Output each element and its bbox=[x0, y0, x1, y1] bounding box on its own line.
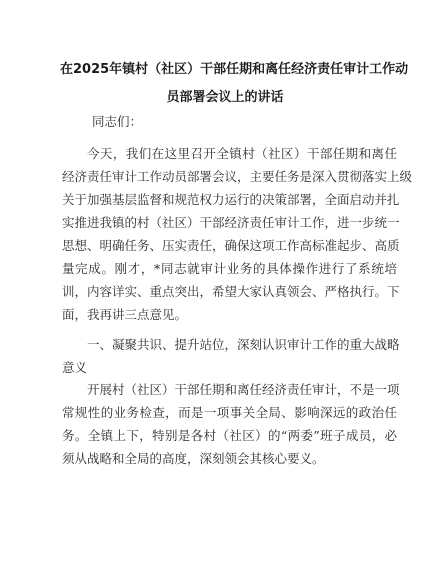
paragraph-section-1 bbox=[62, 378, 400, 470]
section-heading-1 bbox=[62, 333, 400, 379]
paragraph-line: 今天，我们在这里召开全镇村（社区）干部任期和离任 bbox=[87, 146, 397, 161]
heading-line: 意义 bbox=[62, 360, 88, 375]
paragraph-line: 实推进我镇的村（社区）干部经济责任审计工作，进一步统一 bbox=[62, 215, 400, 230]
paragraph-line: 务。全镇上下，特别是各村（社区）的“两委”班子成员，必 bbox=[62, 428, 397, 443]
paragraph-opening bbox=[62, 142, 413, 326]
title-line-1: 在2025年镇村（社区）干部任期和离任经济责任审计工作动 bbox=[60, 62, 409, 77]
paragraph-line: 须从战略和全局的高度，深刻领会其核心要义。 bbox=[62, 451, 325, 466]
heading-line: 一、凝聚共识、提升站位，深刻认识审计工作的重大战略 bbox=[87, 337, 400, 352]
paragraph-line: 量完成。刚才，*同志就审计业务的具体操作进行了系统培 bbox=[62, 261, 397, 276]
title-line-2: 员部署会议上的讲话 bbox=[166, 90, 284, 105]
paragraph-line: 常规性的业务检查，而是一项事关全局、影响深远的政治任 bbox=[62, 405, 397, 420]
paragraph-line: 思想、明确任务、压实责任，确保这项工作高标准起步、高质 bbox=[62, 238, 400, 253]
paragraph-line: 开展村（社区）干部任期和离任经济责任审计，不是一项 bbox=[87, 382, 400, 397]
greeting: 同志们： bbox=[92, 114, 143, 129]
paragraph-line: 经济责任审计工作动员部署会议，主要任务是深入贯彻落实上级 bbox=[62, 169, 413, 184]
document-title bbox=[60, 56, 409, 112]
paragraph-line: 关于加强基层监督和规范权力运行的决策部署，全面启动并扎 bbox=[62, 192, 400, 207]
paragraph-line: 面，我再讲三点意见。 bbox=[62, 307, 188, 322]
paragraph-line: 训，内容详实、重点突出，希望大家认真领会、严格执行。下 bbox=[62, 284, 400, 299]
